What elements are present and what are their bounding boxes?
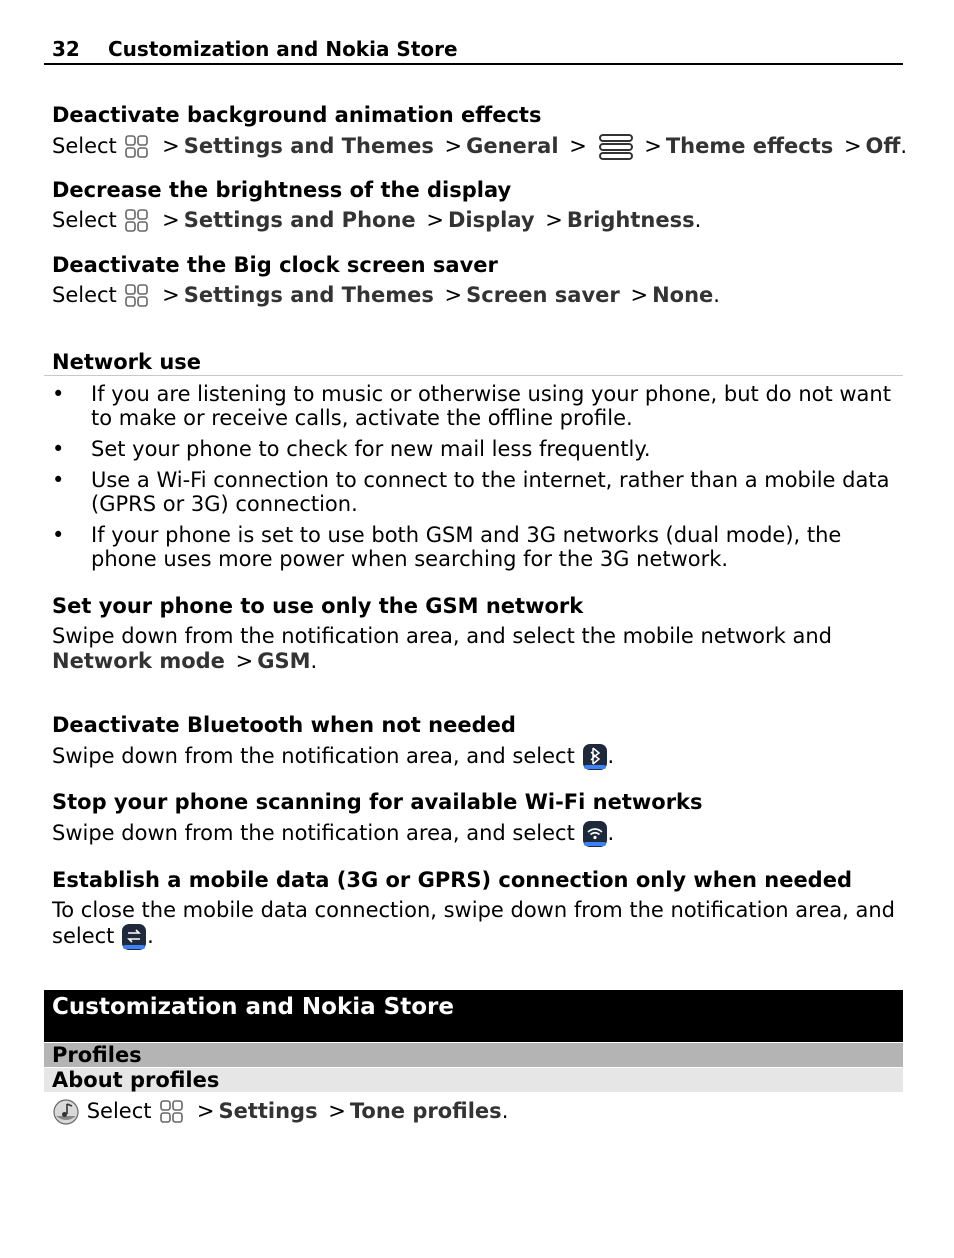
path-settings-themes: Settings and Themes [183,283,434,307]
tip-text: Swipe down from the notification area, and select [52,744,575,768]
subsection-title-bar: About profiles [44,1068,903,1092]
path-settings-phone: Settings and Phone [183,208,416,232]
tip-brightness [52,177,902,234]
path-gsm: GSM [257,649,311,673]
list-item: • Set your phone to check for new mail less frequently. [52,437,902,461]
path-separator: > [426,208,444,232]
tip-heading: Stop your phone scanning for available Wi-Fi networks [52,790,703,814]
select-word: Select [86,1099,152,1123]
path-separator: > [196,1099,215,1123]
path-separator: > [630,283,649,307]
tip-instruction: Swipe down from the notification area, and select the mobile network and Network mode > GSM. [52,624,832,673]
path-separator: > [328,1099,346,1123]
network-use-heading: Network use [52,350,202,374]
path-settings: Settings [218,1099,318,1123]
tip-instruction: Select > Settings and Phone > Display > Brightness. [52,208,702,232]
menu-grid-icon [123,134,151,160]
section-divider [44,375,903,376]
section-title-bar: Profiles [44,1043,903,1067]
tip-instruction: Select > Settings and Themes > Screen saver > None. [52,283,720,307]
list-item: • If you are listening to music or otherwise using your phone, but do not want to make or receive calls, activate the offline profile. [52,382,902,430]
mobile-data-icon [121,923,147,951]
list-item: • Use a Wi-Fi connection to connect to the internet, rather than a mobile data (GPRS or 3G) connection. [52,468,902,516]
path-general: General [466,134,559,158]
tip-wifi [52,789,902,848]
path-separator: > [843,134,862,158]
page-header [44,36,903,65]
tip-heading: Set your phone to use only the GSM network [52,594,584,618]
tip-gsm-only [52,593,902,674]
tip-instruction: Select > Settings and Themes > General > > Theme effects > Off. [52,133,902,161]
path-separator: > [644,134,662,158]
path-separator: > [569,134,587,158]
select-word: Select [52,134,117,158]
path-separator: > [235,649,254,673]
tip-instruction: Swipe down from the notification area, and select . [52,743,902,771]
tip-heading: Deactivate Bluetooth when not needed [52,713,516,737]
wifi-icon [582,820,608,848]
path-settings-themes: Settings and Themes [183,134,434,158]
options-menu-icon [598,133,634,161]
tip-heading: Decrease the brightness of the display [52,178,512,202]
tip-text: Swipe down from the notification area, and select [52,821,575,845]
tip-heading: Establish a mobile data (3G or GPRS) connection only when needed [52,868,852,892]
path-tone-profiles: Tone profiles [349,1099,502,1123]
network-tips-list [52,382,902,578]
list-item: • If your phone is set to use both GSM and 3G networks (dual mode), the phone uses more power when searching for the 3G network. [52,523,902,571]
tip-text: Swipe down from the notification area, and select the mobile network and [52,624,832,648]
page-header-title: Customization and Nokia Store [108,37,458,61]
menu-grid-icon [123,283,151,309]
tip-big-clock [52,252,902,309]
path-separator: > [444,134,463,158]
tip-heading: Deactivate the Big clock screen saver [52,253,498,277]
path-separator: > [444,283,463,307]
path-off: Off [865,134,901,158]
path-screen-saver: Screen saver [466,283,620,307]
path-separator: > [545,208,563,232]
path-separator: > [162,208,180,232]
path-display: Display [447,208,535,232]
menu-grid-icon [158,1099,186,1125]
tone-profiles-icon [52,1098,80,1126]
profiles-instruction: Select > Settings > Tone profiles. [52,1098,902,1126]
tip-animation-effects [52,102,908,161]
tip-bluetooth [52,712,902,771]
bluetooth-icon [582,743,608,771]
tip-instruction: Swipe down from the notification area, and select . [52,820,902,848]
path-theme-effects: Theme effects [665,134,834,158]
path-brightness: Brightness [566,208,695,232]
tip-heading: Deactivate background animation effects [52,103,542,127]
path-separator: > [162,283,180,307]
path-separator: > [162,134,180,158]
path-network-mode: Network mode [52,649,225,673]
menu-grid-icon [123,208,151,234]
tip-mobile-data [52,867,902,951]
chapter-title-bar: Customization and Nokia Store [44,990,903,1042]
tip-text: To close the mobile data connection, swipe down from the notification area, and select [52,898,895,948]
select-word: Select [52,208,117,232]
select-word: Select [52,283,117,307]
page-number: 32 [52,37,80,61]
path-none: None [652,283,714,307]
tip-instruction: To close the mobile data connection, swipe down from the notification area, and select . [52,898,902,951]
